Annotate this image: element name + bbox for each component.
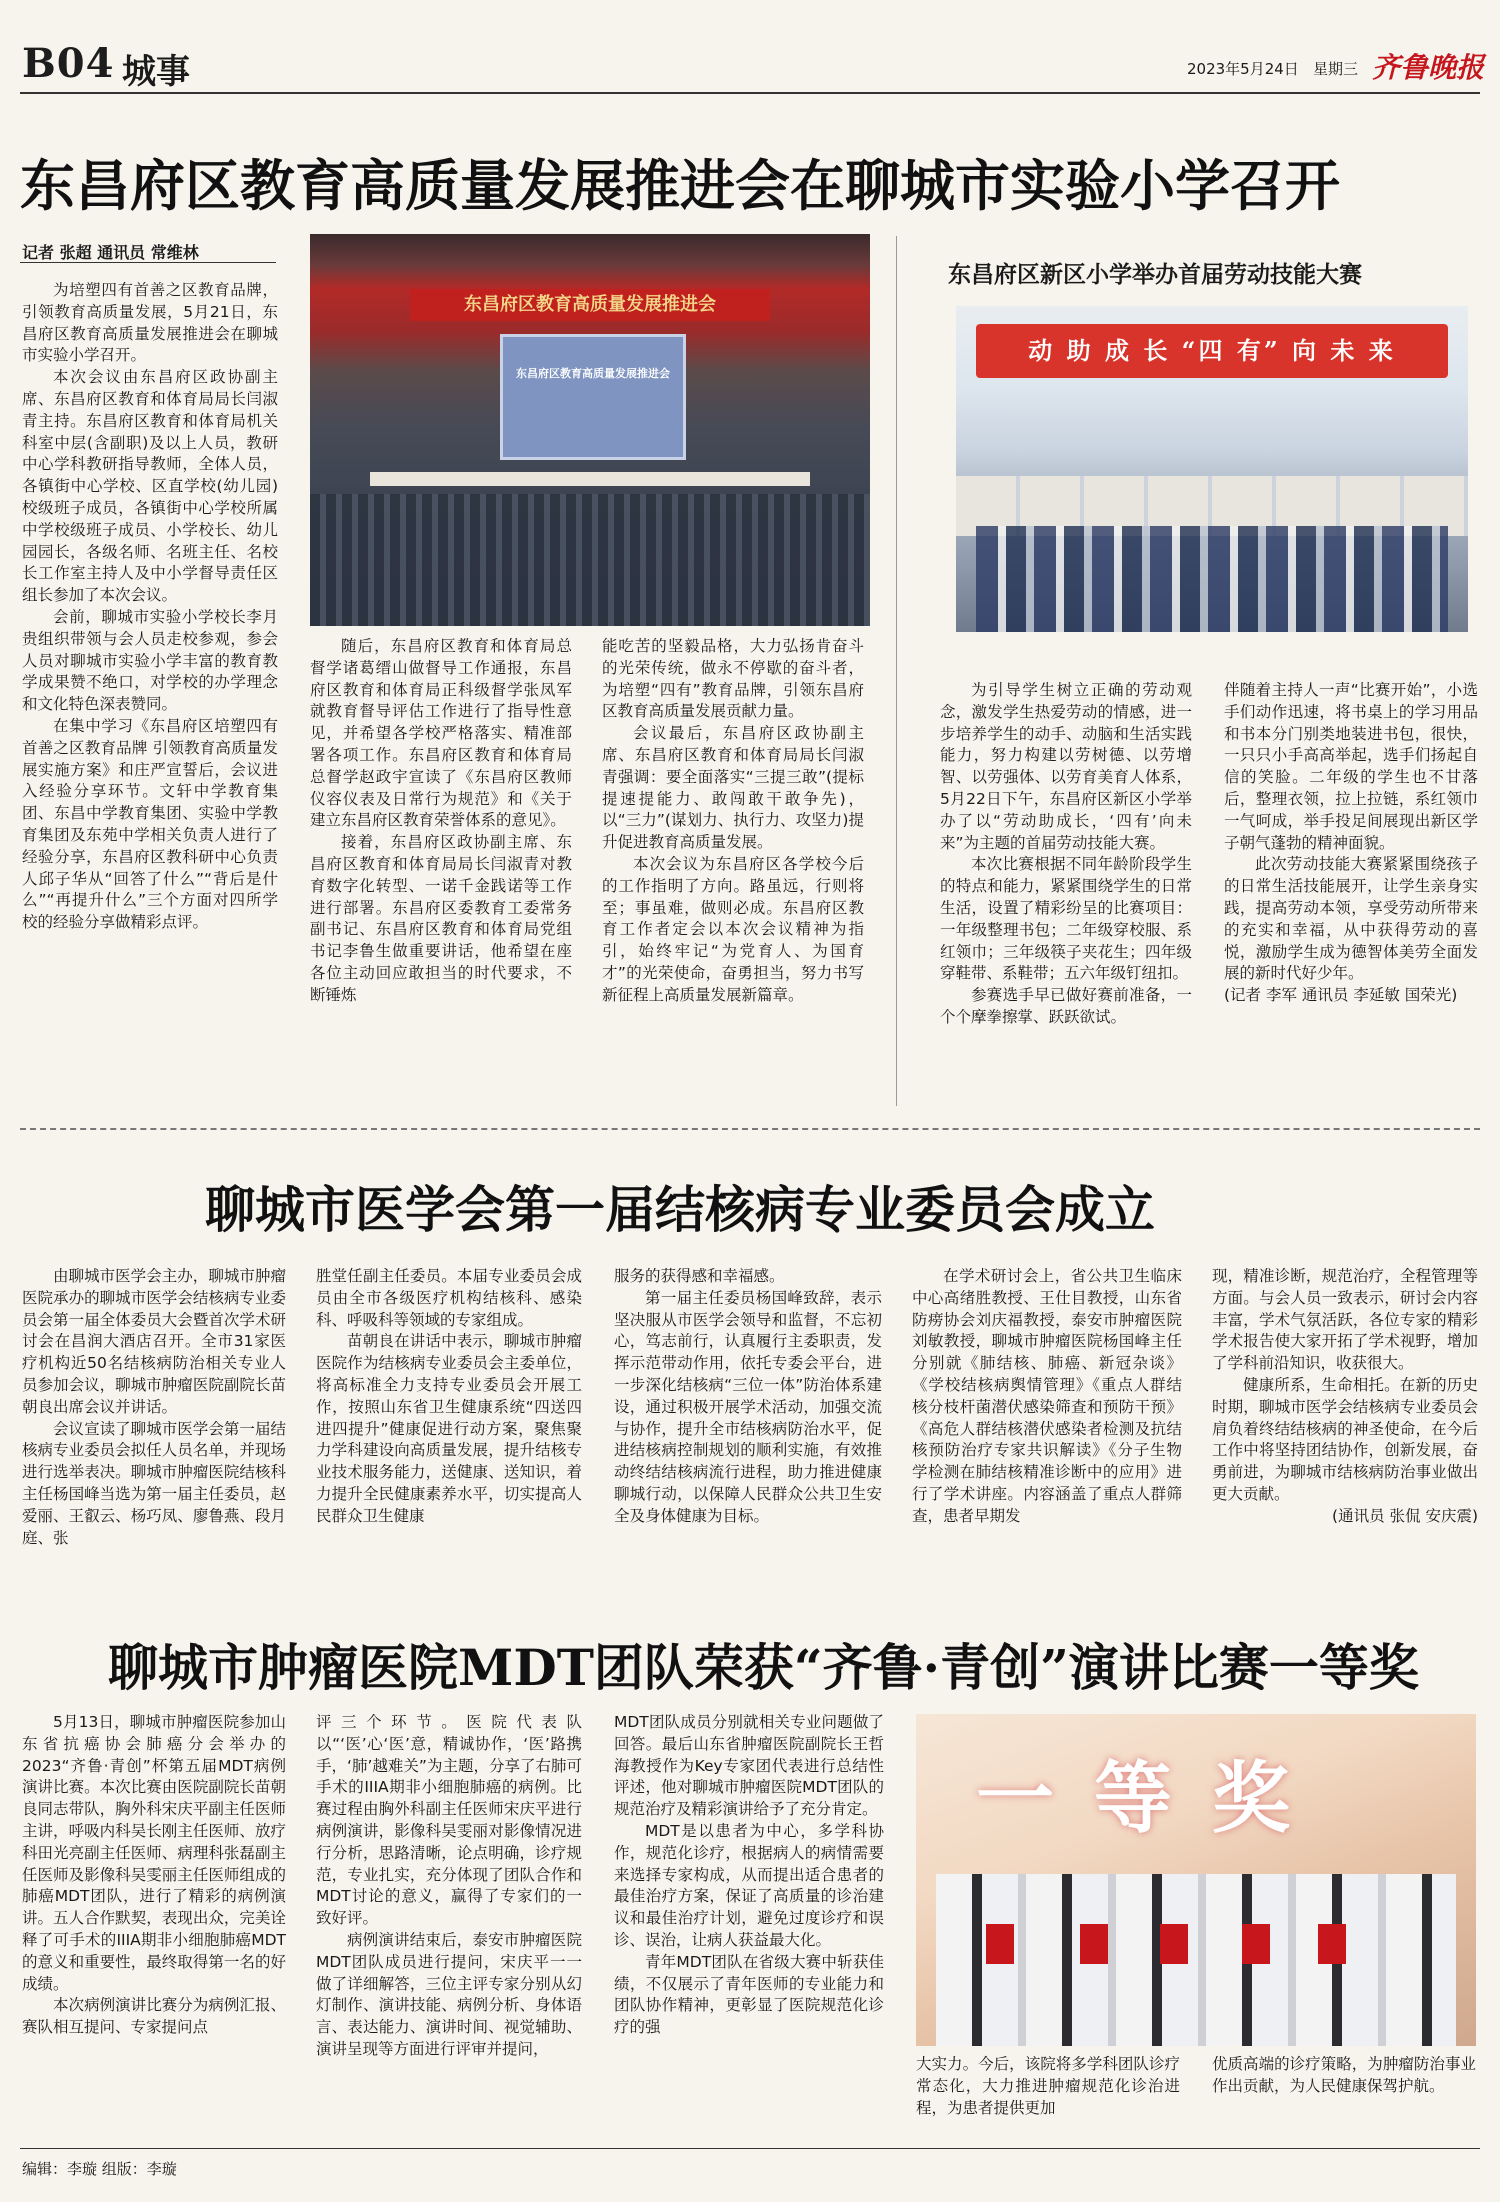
- paragraph: 由聊城市医学会主办，聊城市肿瘤医院承办的聊城市医学会结核病专业委员会第一届全体委员大会暨首次学术研讨会在昌润大酒店召开。全市31家医疗机构近50名结核病防治相关专业人员参加会议，聊城市肿瘤医院副院长苗朝良出席会议并讲话。: [22, 1267, 286, 1416]
- footer-rule: [20, 2148, 1480, 2149]
- article3-headline: 聊城市医学会第一届结核病专业委员会成立: [205, 1180, 1155, 1239]
- article4-column-1: [22, 1712, 286, 2132]
- paragraph: 本次病例演讲比赛分为病例汇报、赛队相互提问、专家提问点: [22, 1996, 286, 2037]
- article2-column-1: [940, 680, 1192, 1110]
- issue-weekday: 星期三: [1313, 60, 1359, 78]
- article3-column-1: [22, 1266, 286, 1592]
- article1-column-1: [22, 280, 278, 1110]
- byline-rule: [20, 262, 276, 263]
- photo-screen-text: 东昌府区教育高质量发展推进会: [516, 367, 670, 380]
- article3-credit: (通讯员 张侃 安庆震): [1332, 1506, 1478, 1525]
- paragraph: 苗朝良在讲话中表示，聊城市肿瘤医院作为结核病专业委员会主委单位，将高标准全力支持专业委员会开展工作，按照山东省卫生健康系统“四送四进四提升”健康促进行动方案，聚焦聚力学科建设向高质量发展，提升结核专业技术服务能力，送健康、送知识，着力提升全民健康素养水平，切实提高人民群众卫生健康: [316, 1332, 582, 1525]
- paragraph: 为培塑四有首善之区教育品牌，引领教育高质量发展，5月21日，东昌府区教育高质量发展推进会在聊城市实验小学召开。: [22, 281, 278, 365]
- photo-stage: [370, 472, 810, 486]
- photo-banner: 东昌府区教育高质量发展推进会: [410, 289, 770, 321]
- paragraph: 本次会议由东昌府区政协副主席、东昌府区教育和体育局局长闫淑青主持。东昌府区教育和体育局机关科室中层(含副职)及以上人员，教研中心学科教研指导教师，全体人员，各镇街中心学校、区直学校(幼儿园)校级班子成员，各镇街中心学校所属中学校级班子成员、小学校长、幼儿园园长，各级名师、名班主任、名校长工作室主持人及中小学督导责任区组长参加了本次会议。: [22, 368, 278, 605]
- paragraph: 随后，东昌府区教育和体育局总督学诸葛缙山做督导工作通报，东昌府区教育和体育局正科级督学张凤军就教育督导评估工作进行了指导性意见，并希望各学校严格落实、精准部署各项工作。东昌府区教育和体育局总督学赵政宇宣读了《东昌府区教师仪容仪表及日常行为规范》和《关于建立东昌府区教育荣誉体系的意见》。: [310, 637, 572, 830]
- article4-column-3: [614, 1712, 884, 2132]
- paragraph: 会议宣读了聊城市医学会第一届结核病专业委员会拟任人员名单，并现场进行选举表决。聊城市肿瘤医院结核科主任杨国峰当选为第一届主任委员，赵爱丽、王叡云、杨巧凤、廖鲁燕、段月庭、张: [22, 1419, 286, 1547]
- issue-date: 2023年5月24日: [1187, 60, 1299, 78]
- paragraph: 会前，聊城市实验小学校长李月贵组织带领与会人员走校参观，参会人员对聊城市实验小学丰富的教育教学成果赞不绝口，对学校的办学理念和文化特色深表赞同。: [22, 607, 278, 714]
- paragraph: 第一届主任委员杨国峰致辞，表示坚决服从市医学会领导和监督，不忘初心，笃志前行，认真履行主委职责，发挥示范带动作用，依托专委会平台，进一步深化结核病“三位一体”防治体系建设，通过积极开展学术活动，加强交流与协作，提升全市结核病防治水平，促进结核病控制规划的顺利实施，有效推动终结结核病流行进程，助力推进健康聊城行动，以保障人民群众公共卫生安全及身体健康为目标。: [614, 1288, 882, 1525]
- paragraph: 能吃苦的坚毅品格，大力弘扬肯奋斗的光荣传统，做永不停歇的奋斗者，为培塑“四有”教育品牌，引领东昌府区教育高质量发展贡献力量。: [602, 637, 864, 721]
- section-divider: [20, 1128, 1480, 1130]
- paragraph: 5月13日，聊城市肿瘤医院参加山东省抗癌协会肺癌分会举办的2023“齐鲁·青创”杯第五届MDT病例演讲比赛。本次比赛由医院副院长苗朝良同志带队，胸外科宋庆平副主任医师主讲，呼吸内科吴长刚主任医师、放疗科田光亮副主任医师、病理科张磊副主任医师及影像科吴雯丽主任医师组成的肺癌MDT团队，进行了精彩的病例演讲。五人合作默契，表现出众，完美诠释了可手术的IIIA期非小细胞肺癌MDT的意义和重要性，最终取得第一名的好成绩。: [22, 1713, 286, 1993]
- paragraph: 在集中学习《东昌府区培塑四有首善之区教育品牌 引领教育高质量发展实施方案》和庄严宣誓后，会议进入经验分享环节。文轩中学教育集团、东昌中学教育集团、实验中学教育集团及东苑中学相关负责人进行了经验分享，东昌府区教科研中心负责人邱子华从“回答了什么”“背后是什么”“再提升什么”三个方面对四所学校的经验分享做精彩点评。: [22, 716, 278, 932]
- photo-screen: [500, 334, 686, 460]
- paragraph: 会议最后，东昌府区政协副主席、东昌府区教育和体育局局长闫淑青强调：要全面落实“三提三敢”(提标提速提能力、敢闯敢干敢争先)，以“三力”(谋划力、执行力、攻坚力)提升促进教育高质量发展。: [602, 724, 864, 852]
- paragraph: 本次比赛根据不同年龄阶段学生的特点和能力，紧紧围绕学生的日常生活，设置了精彩纷呈的比赛项目：一年级整理书包；二年级穿校服、系红领巾；三年级筷子夹花生；四年级穿鞋带、系鞋带；五六年级钉纽扣。: [940, 855, 1192, 983]
- paragraph: 优质高端的诊疗策略，为肿瘤防治事业作出贡献，为人民健康保驾护航。: [1212, 2055, 1476, 2095]
- paragraph: MDT团队成员分别就相关专业问题做了回答。最后山东省肿瘤医院副院长王哲海教授作为Key专家团代表进行总结性评述，他对聊城市肿瘤医院MDT团队的规范治疗及精彩演讲给予了充分肯定。: [614, 1713, 884, 1819]
- paragraph: 在学术研讨会上，省公共卫生临床中心高绪胜教授、王仕目教授，山东省防痨协会刘庆福教授，泰安市肿瘤医院刘敏教授，聊城市肿瘤医院杨国峰主任分别就《肺结核、肺癌、新冠杂谈》《学校结核病舆情管理》《重点人群结核分枝杆菌潜伏感染筛查和预防干预》《高危人群结核潜伏感染者检测及抗结核预防治疗专家共识解读》《分子生物学检测在肺结核精准诊断中的应用》进行了学术讲座。内容涵盖了重点人群筛查，患者早期发: [912, 1267, 1182, 1525]
- labor-contest-photo: [956, 306, 1468, 632]
- article2-column-2: [1224, 680, 1478, 1110]
- article3-column-2: [316, 1266, 582, 1592]
- meeting-photo: [310, 234, 870, 626]
- photo-award-team: [936, 1874, 1456, 2046]
- certificate: [986, 1924, 1014, 1964]
- paragraph: 青年MDT团队在省级大赛中斩获佳绩，不仅展示了青年医师的专业能力和团队协作精神，更彰显了医院规范化诊疗的强: [614, 1952, 884, 2037]
- article3-column-3: [614, 1266, 882, 1592]
- paragraph: 现，精准诊断，规范治疗，全程管理等方面。与会人员一致表示，研讨会内容丰富，学术气氛活跃，各位专家的精彩学术报告使大家开拓了学术视野，增加了学科前沿知识，收获很大。: [1212, 1267, 1478, 1373]
- editor-credit: 编辑：李璇 组版：李璇: [22, 2160, 177, 2178]
- paragraph: 胜堂任副主任委员。本届专业委员会成员由全市各级医疗机构结核科、感染科、呼吸科等领域的专家组成。: [316, 1267, 582, 1329]
- article2-credit: (记者 李军 通讯员 李延敏 国荣光): [1224, 986, 1458, 1005]
- article1-headline: 东昌府区教育高质量发展推进会在聊城市实验小学召开: [20, 153, 1341, 218]
- article4-headline: 聊城市肿瘤医院MDT团队荣获“齐鲁·青创”演讲比赛一等奖: [108, 1638, 1419, 1697]
- article4-column-5: [1212, 2054, 1476, 2144]
- paper-logo: 齐鲁晚报: [1372, 51, 1485, 84]
- paragraph: 服务的获得感和幸福感。: [614, 1267, 785, 1285]
- photo-title: 一等奖: [976, 1753, 1331, 1844]
- photo-banner: 动 助 成 长 “四 有” 向 未 来: [976, 324, 1448, 378]
- photo-audience: [310, 494, 870, 626]
- article4-column-4: [916, 2054, 1180, 2144]
- section-name: 城事: [122, 52, 190, 92]
- paragraph: 大实力。今后，该院将多学科团队诊疗常态化，大力推进肿瘤规范化诊治进程，为患者提供更加: [916, 2055, 1180, 2117]
- certificate: [1080, 1924, 1108, 1964]
- photo-students: [976, 526, 1448, 632]
- column-divider: [896, 236, 897, 1106]
- paragraph: 健康所系，生命相托。在新的历史时期，聊城市医学会结核病专业委员会肩负着终结结核病的神圣使命，在今后工作中将坚持团结协作，创新发展，奋勇前进，为聊城市结核病防治事业做出更大贡献。: [1212, 1375, 1478, 1503]
- article1-byline: 记者 张超 通讯员 常维林: [22, 243, 199, 262]
- paragraph: 伴随着主持人一声“比赛开始”，小选手们动作迅速，将书桌上的学习用品和书本分门别类地装进书包，很快，一只只小手高高举起，选手们扬起自信的笑脸。二年级的学生也不甘落后，整理衣领，拉上拉链，系红领巾一气呵成，举手投足间展现出新区学子朝气蓬勃的精神面貌。: [1224, 681, 1478, 852]
- certificate: [1318, 1924, 1346, 1964]
- certificate: [1242, 1924, 1270, 1964]
- article3-column-5: [1212, 1266, 1478, 1592]
- article4-column-2: [316, 1712, 582, 2132]
- header-rule: [20, 92, 1480, 94]
- paragraph: 此次劳动技能大赛紧紧围绕孩子的日常生活技能展开，让学生亲身实践，提高劳动本领，享受劳动所带来的充实和幸福，从中获得劳动的喜悦，激励学生成为德智体美劳全面发展的新时代好少年。: [1224, 855, 1478, 983]
- article3-column-4: [912, 1266, 1182, 1592]
- paragraph: 病例演讲结束后，泰安市肿瘤医院MDT团队成员进行提问，宋庆平一一做了详细解答，三位主评专家分别从幻灯制作、演讲技能、病例分析、身体语言、表达能力、演讲时间、视觉辅助、演讲呈现等方面进行评审并提问，: [316, 1930, 582, 2058]
- paragraph: 参赛选手早已做好赛前准备，一个个摩拳擦掌、跃跃欲试。: [940, 986, 1192, 1026]
- paragraph: 接着，东昌府区政协副主席、东昌府区教育和体育局局长闫淑青对教育数字化转型、一诺千金践诺等工作进行部署。东昌府区委教育工委常务副书记、东昌府区教育和体育局党组书记李鲁生做重要讲话，他希望在座各位主动回应敢担当的时代要求，不断锤炼: [310, 833, 572, 1004]
- paragraph: MDT是以患者为中心，多学科协作，规范化诊疗，根据病人的病情需要来选择专家构成，从而提出适合患者的最佳治疗方案，保证了高质量的诊治建议和最佳治疗计划，避免过度诊疗和误诊、误治，让病人获益最大化。: [614, 1821, 884, 1949]
- article1-column-2: [310, 636, 572, 1112]
- certificate: [1160, 1924, 1188, 1964]
- paragraph: 为引导学生树立正确的劳动观念，激发学生热爱劳动的情感，进一步培养学生的动手、动脑和生活实践能力，努力构建以劳树德、以劳增智、以劳强体、以劳育美育人体系，5月22日下午，东昌府区新区小学举办了以“劳动助成长，‘四有’向未来”为主题的首届劳动技能大赛。: [940, 681, 1192, 852]
- page-number: B04: [22, 40, 115, 87]
- award-photo: [916, 1714, 1476, 2046]
- article1-column-3: [602, 636, 864, 1112]
- article2-headline: 东昌府区新区小学举办首届劳动技能大赛: [948, 261, 1362, 288]
- paragraph: 本次会议为东昌府区各学校今后的工作指明了方向。路虽远，行则将至；事虽难，做则必成。东昌府区教育工作者定会以本次会议精神为指引，始终牢记“为党育人、为国育才”的光荣使命，奋勇担当，努力书写新征程上高质量发展新篇章。: [602, 854, 864, 1004]
- paragraph: 评三个环节。医院代表队以“‘医’心‘医’意，精诚协作，‘医’路携手，‘肺’越难关”为主题，分享了右肺可手术的IIIA期非小细胞肺癌的病例。比赛过程由胸外科副主任医师宋庆平进行病例演讲，影像科吴雯丽对影像情况进行分析，思路清晰，论点明确，诊疗规范，专业扎实，充分体现了团队合作和MDT讨论的意义，赢得了专家们的一致好评。: [316, 1713, 582, 1928]
